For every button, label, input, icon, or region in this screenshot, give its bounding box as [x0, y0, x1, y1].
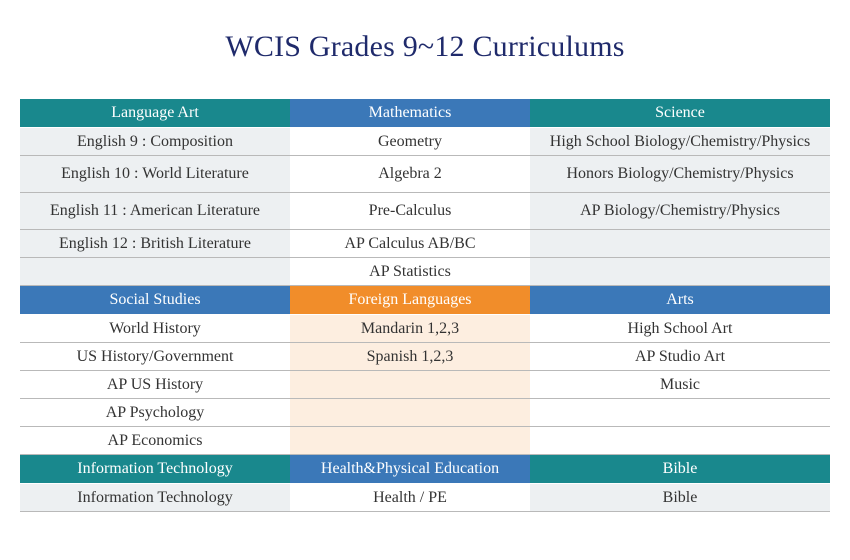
cell-health-pe: Health / PE — [290, 484, 530, 512]
table-row — [20, 258, 830, 286]
header-row-core — [20, 99, 830, 128]
header-information-technology: Information Technology — [20, 455, 290, 484]
cell-mathematics: AP Calculus AB/BC — [290, 230, 530, 258]
cell-arts — [530, 399, 830, 427]
cell-bible: Bible — [530, 484, 830, 512]
cell-science: AP Biology/Chemistry/Physics — [530, 193, 830, 230]
table-row — [20, 427, 830, 455]
header-arts: Arts — [530, 286, 830, 315]
cell-science: High School Biology/Chemistry/Physics — [530, 128, 830, 156]
cell-arts — [530, 427, 830, 455]
table-row — [20, 484, 830, 512]
header-social-studies: Social Studies — [20, 286, 290, 315]
cell-language-art: English 10 : World Literature — [20, 156, 290, 193]
table-row — [20, 193, 830, 230]
cell-arts: High School Art — [530, 315, 830, 343]
curriculum-table — [20, 99, 830, 512]
cell-science — [530, 230, 830, 258]
header-science: Science — [530, 99, 830, 128]
cell-social-studies: AP US History — [20, 371, 290, 399]
cell-science — [530, 258, 830, 286]
header-language-art: Language Art — [20, 99, 290, 128]
table-row — [20, 156, 830, 193]
cell-foreign-languages — [290, 427, 530, 455]
table-row — [20, 371, 830, 399]
header-health-pe: Health&Physical Education — [290, 455, 530, 484]
header-foreign-languages: Foreign Languages — [290, 286, 530, 315]
cell-language-art: English 9 : Composition — [20, 128, 290, 156]
cell-foreign-languages — [290, 371, 530, 399]
cell-mathematics: Geometry — [290, 128, 530, 156]
cell-social-studies: AP Psychology — [20, 399, 290, 427]
table-row — [20, 128, 830, 156]
cell-arts: Music — [530, 371, 830, 399]
header-row-humanities — [20, 286, 830, 315]
cell-information-technology: Information Technology — [20, 484, 290, 512]
header-mathematics: Mathematics — [290, 99, 530, 128]
cell-social-studies: World History — [20, 315, 290, 343]
table-row — [20, 230, 830, 258]
cell-mathematics: Pre-Calculus — [290, 193, 530, 230]
cell-science: Honors Biology/Chemistry/Physics — [530, 156, 830, 193]
cell-foreign-languages: Mandarin 1,2,3 — [290, 315, 530, 343]
table-row — [20, 315, 830, 343]
header-bible: Bible — [530, 455, 830, 484]
cell-social-studies: US History/Government — [20, 343, 290, 371]
cell-arts: AP Studio Art — [530, 343, 830, 371]
cell-mathematics: AP Statistics — [290, 258, 530, 286]
header-row-other — [20, 455, 830, 484]
page-title: WCIS Grades 9~12 Curriculums — [225, 30, 625, 63]
cell-foreign-languages — [290, 399, 530, 427]
cell-language-art: English 12 : British Literature — [20, 230, 290, 258]
cell-social-studies: AP Economics — [20, 427, 290, 455]
cell-language-art — [20, 258, 290, 286]
cell-foreign-languages: Spanish 1,2,3 — [290, 343, 530, 371]
table-row — [20, 399, 830, 427]
cell-mathematics: Algebra 2 — [290, 156, 530, 193]
table-row — [20, 343, 830, 371]
cell-language-art: English 11 : American Literature — [20, 193, 290, 230]
